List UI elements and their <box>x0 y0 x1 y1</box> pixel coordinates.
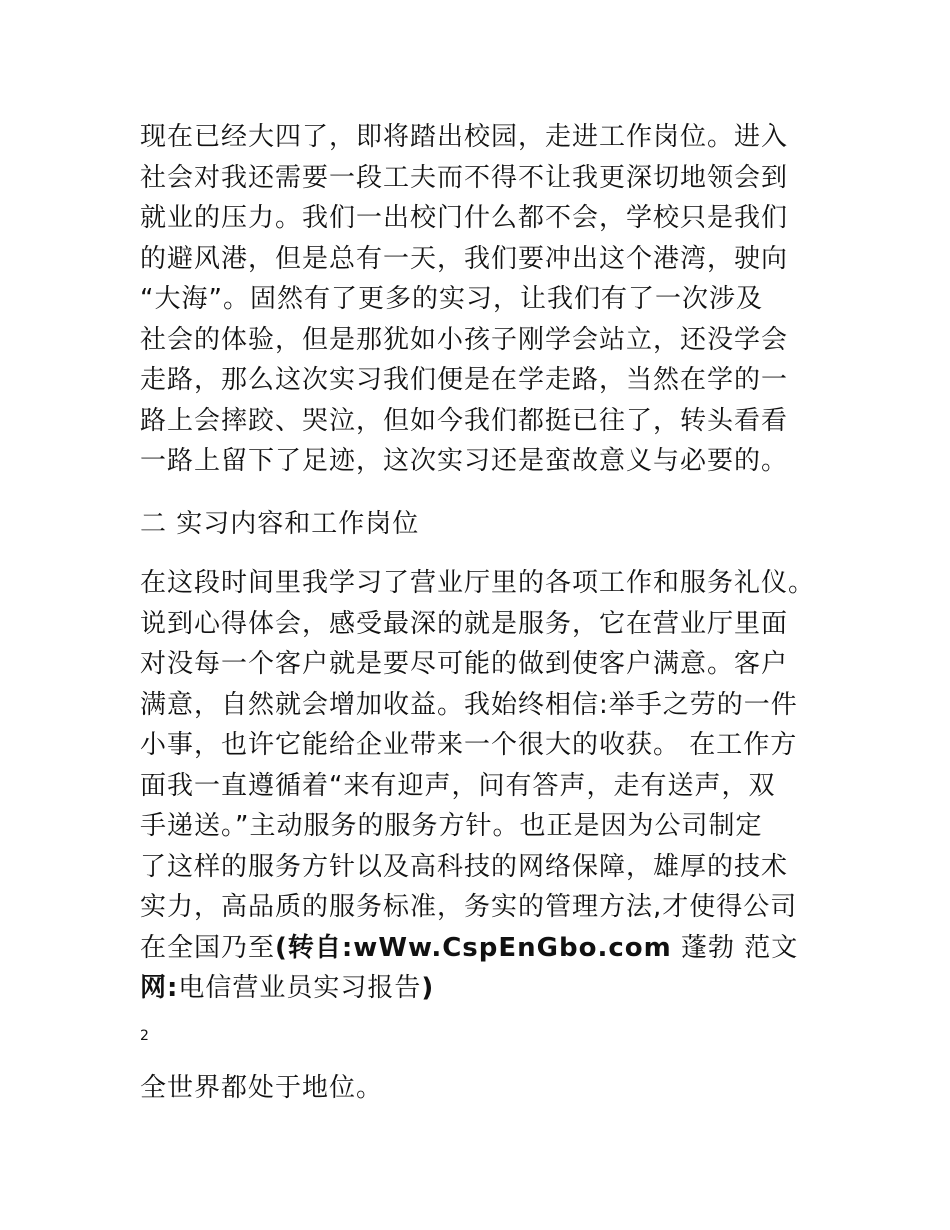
text-line: 走路，那么这次实习我们便是在学走路，当然在学的一 <box>140 365 789 395</box>
text-line: 小事，也许它能给企业带来一个很大的收获。 在工作方 <box>140 730 798 760</box>
text-segment: 蓬勃 范文 <box>671 932 799 963</box>
paragraph-3 <box>140 1068 820 1109</box>
text-line: 路上会摔跤、哭泣，但如今我们都挺已往了，转头看看 <box>140 405 789 436</box>
text-line <box>140 968 820 1009</box>
text-line: 面我一直遵循着“来有迎声，问有答声，走有送声，双 <box>140 770 776 801</box>
text-line: 全世界都处于地位。 <box>140 1073 384 1103</box>
text-line: 实力，高品质的服务标准，务实的管理方法,才使得公司 <box>140 892 798 922</box>
section-heading <box>140 504 820 545</box>
source-link-text: (转自:wWw.CspEnGbo.com <box>275 932 672 963</box>
text-line: 现在已经大四了，即将踏出校园，走进工作岗位。进入 <box>140 122 789 152</box>
page-number: 2 <box>140 1028 149 1044</box>
text-line: 一路上留下了足迹，这次实习还是蛮故意义与必要的。 <box>140 446 789 476</box>
text-segment: 电信营业员实习报告 <box>178 973 422 1003</box>
text-segment: 在全国乃至 <box>140 932 276 963</box>
paragraph-2 <box>140 563 820 1009</box>
text-line: 就业的压力。我们一出校门什么都不会，学校只是我们 <box>140 203 789 233</box>
text-line: 满意，自然就会增加收益。我始终相信:举手之劳的一件 <box>140 689 798 720</box>
text-line: “大海”。固然有了更多的实习，让我们有了一次涉及 <box>140 284 763 314</box>
text-line <box>140 928 820 969</box>
text-line: 社会的体验，但是那犹如小孩子刚学会站立，还没学会 <box>140 324 789 355</box>
text-line: 说到心得体会，感受最深的就是服务，它在营业厅里面 <box>140 608 789 639</box>
text-line: 社会对我还需要一段工夫而不得不让我更深切地领会到 <box>140 162 789 193</box>
text-line: 手递送。”主动服务的服务方针。也正是因为公司制定 <box>140 811 763 841</box>
text-line: 对没每一个客户就是要尽可能的做到使客户满意。客户 <box>140 649 789 679</box>
paragraph-1 <box>140 117 820 482</box>
text-line: 了这样的服务方针以及高科技的网络保障，雄厚的技术 <box>140 851 789 882</box>
section-heading-text: 二 实习内容和工作岗位 <box>140 509 420 539</box>
text-segment: ) <box>421 973 435 1003</box>
text-line: 在这段时间里我学习了营业厅里的各项工作和服务礼仪。 <box>140 568 816 598</box>
text-line: 的避风港，但是总有一天，我们要冲出这个港湾，驶向 <box>140 243 789 274</box>
text-segment: 网: <box>140 973 179 1003</box>
